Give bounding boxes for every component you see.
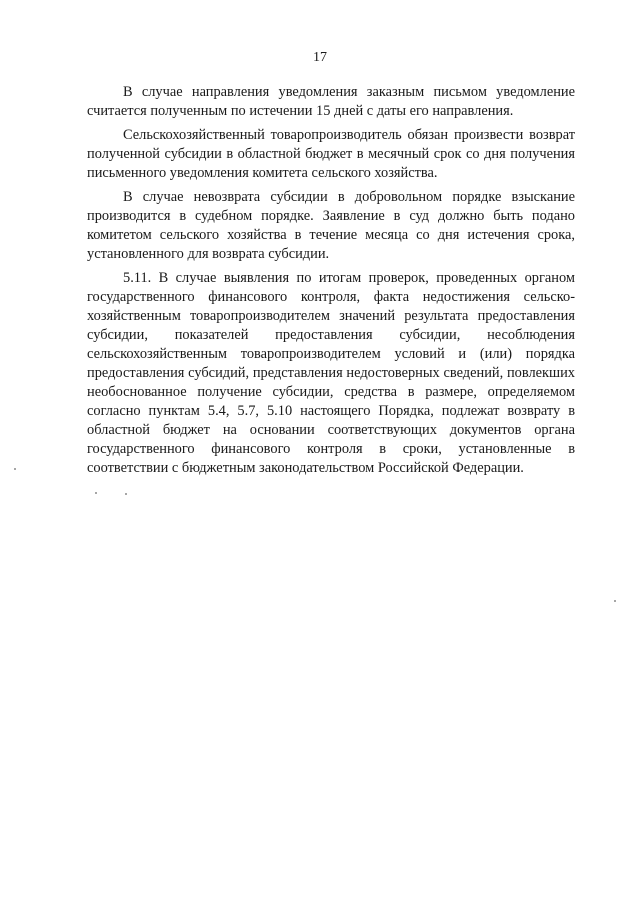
page-number: 17 [313,50,327,65]
paragraph-subsidy-return-obligation: Сельскохозяйственный товаропроизводитель обязан произвести возврат полученной субсидии в областной бюджет в месячный срок со дня получения письменного уведомления комитета сельского хозяйства. [87,127,575,181]
scan-speck [614,600,616,602]
scan-speck [95,492,97,494]
paragraph-clause-5-11: 5.11. В случае выявления по итогам проверок, проведенных органом государственного финансового контроля, факта недостижения сельско-хозяйственным товаропроизводителем значений результата предоставления субсидии, показателей предоставления субсидии, несоблюдения сельскохозяйственным товаропроизводителем условий и (или) порядка предоставления субсидий, представления недостоверных сведений, повлекших необоснованное получение субсидии, средства в размере, определяемом согласно пунктам 5.4, 5.7, 5.10 настоящего Порядка, подлежат возврату в областной бюджет на основании соответствующих документов органа государственного финансового контроля в сроки, установленные в соответствии с бюджетным законодательством Российской Федерации. [87,270,575,476]
scan-speck [125,493,127,495]
paragraph-registered-letter-notice: В случае направления уведомления заказным письмом уведомление считается полученным по истечении 15 дней с даты его направления. [87,84,575,119]
scan-speck [14,468,16,470]
document-body [87,83,575,483]
paragraph-court-recovery: В случае невозврата субсидии в добровольном порядке взыскание производится в судебном порядке. Заявление в суд должно быть подано комитетом сельского хозяйства в течение месяца со дня истечения срока, установленного для возврата субсидии. [87,189,575,262]
